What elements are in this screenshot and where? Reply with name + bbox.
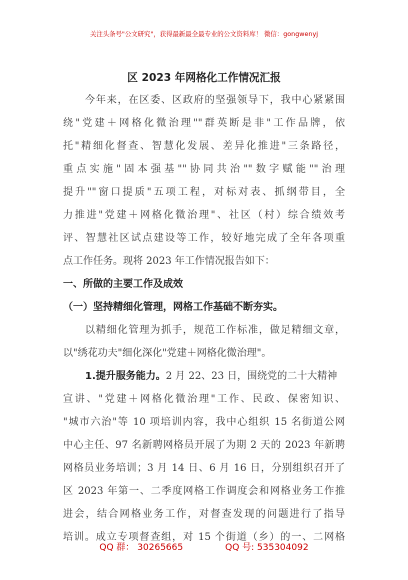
point1-first-line [63, 370, 345, 384]
footer-qq-number: QQ 号: 535304092 [225, 543, 309, 553]
point1-line-5: 区 2023 年第一、二季度网格工作调度会和网格业务工作推 [63, 486, 345, 497]
point1-line-6: 进会，结合网格业务工作，对督查发现的问题进行了指导 [63, 509, 345, 520]
subsection-heading: （一）坚持精细化管理，网格工作基础不断夯实。 [63, 302, 283, 313]
footer-contact [0, 540, 408, 553]
intro-line-3: 托"精细化督查、智慧化发展、差异化推进"三条路径， [63, 141, 345, 152]
intro-line-2: 绕"党建＋网格化微治理""群英断是非"工作品牌，依 [63, 118, 345, 129]
intro-line-7: 评、智慧社区试点建设等工作，较好地完成了全年各项重 [63, 233, 345, 244]
footer-qq-group: QQ 群： 30265665 [99, 543, 184, 553]
sub-line-1: 以精细化管理为抓手，规范工作标准，做足精细文章， [85, 325, 345, 336]
page-title: 区 2023 年网格化工作情况汇报 [127, 72, 281, 84]
intro-line-6: 力推进"党建＋网格化微治理"、社区（村）综合绩效考 [63, 210, 345, 221]
section-heading: 一、所做的主要工作及成效 [63, 279, 183, 290]
intro-line-4: 重点实施"固本强基""协同共治""数字赋能""治理 [63, 164, 345, 175]
point1-line-1: 宣讲、"党建＋网格化微治理"工作、民政、保密知识、 [63, 394, 345, 405]
intro-line-8: 点工作任务。现将 2023 年工作情况报告如下： [63, 256, 275, 267]
point1-line-7: 培训。成立专项督查组，对 15 个街道（乡）的一、二网格 [63, 532, 345, 543]
point1-lead: 1.提升服务能力。 [85, 371, 166, 382]
point1-first-rest: 2 月 22、23 日，围绕党的二十大精神 [165, 371, 338, 382]
sub-line-2: 以"绣花功夫"细化深化"党建＋网格化微治理"。 [63, 348, 272, 359]
point1-line-2: "城市六治"等 10 项培训内容，我中心组织 15 名街道公网 [63, 417, 345, 428]
intro-line-5: 提升""窗口提质"五项工程，对标对表、抓纲带目，全 [63, 187, 345, 198]
point1-line-3: 中心主任、97 名新聘网格员开展了为期 2 天的 2023 年新聘 [63, 440, 345, 451]
header-promo-note: 关注头条号"公文研究"，获得最新最全最专业的公文资料库！ 微信：gongwenyj [89, 30, 319, 38]
intro-line-1: 今年来，在区委、区政府的坚强领导下，我中心紧紧围 [85, 95, 345, 106]
point1-line-4: 网格员业务培训；3 月 14 日、6 月 16 日，分别组织召开了 [63, 463, 345, 474]
